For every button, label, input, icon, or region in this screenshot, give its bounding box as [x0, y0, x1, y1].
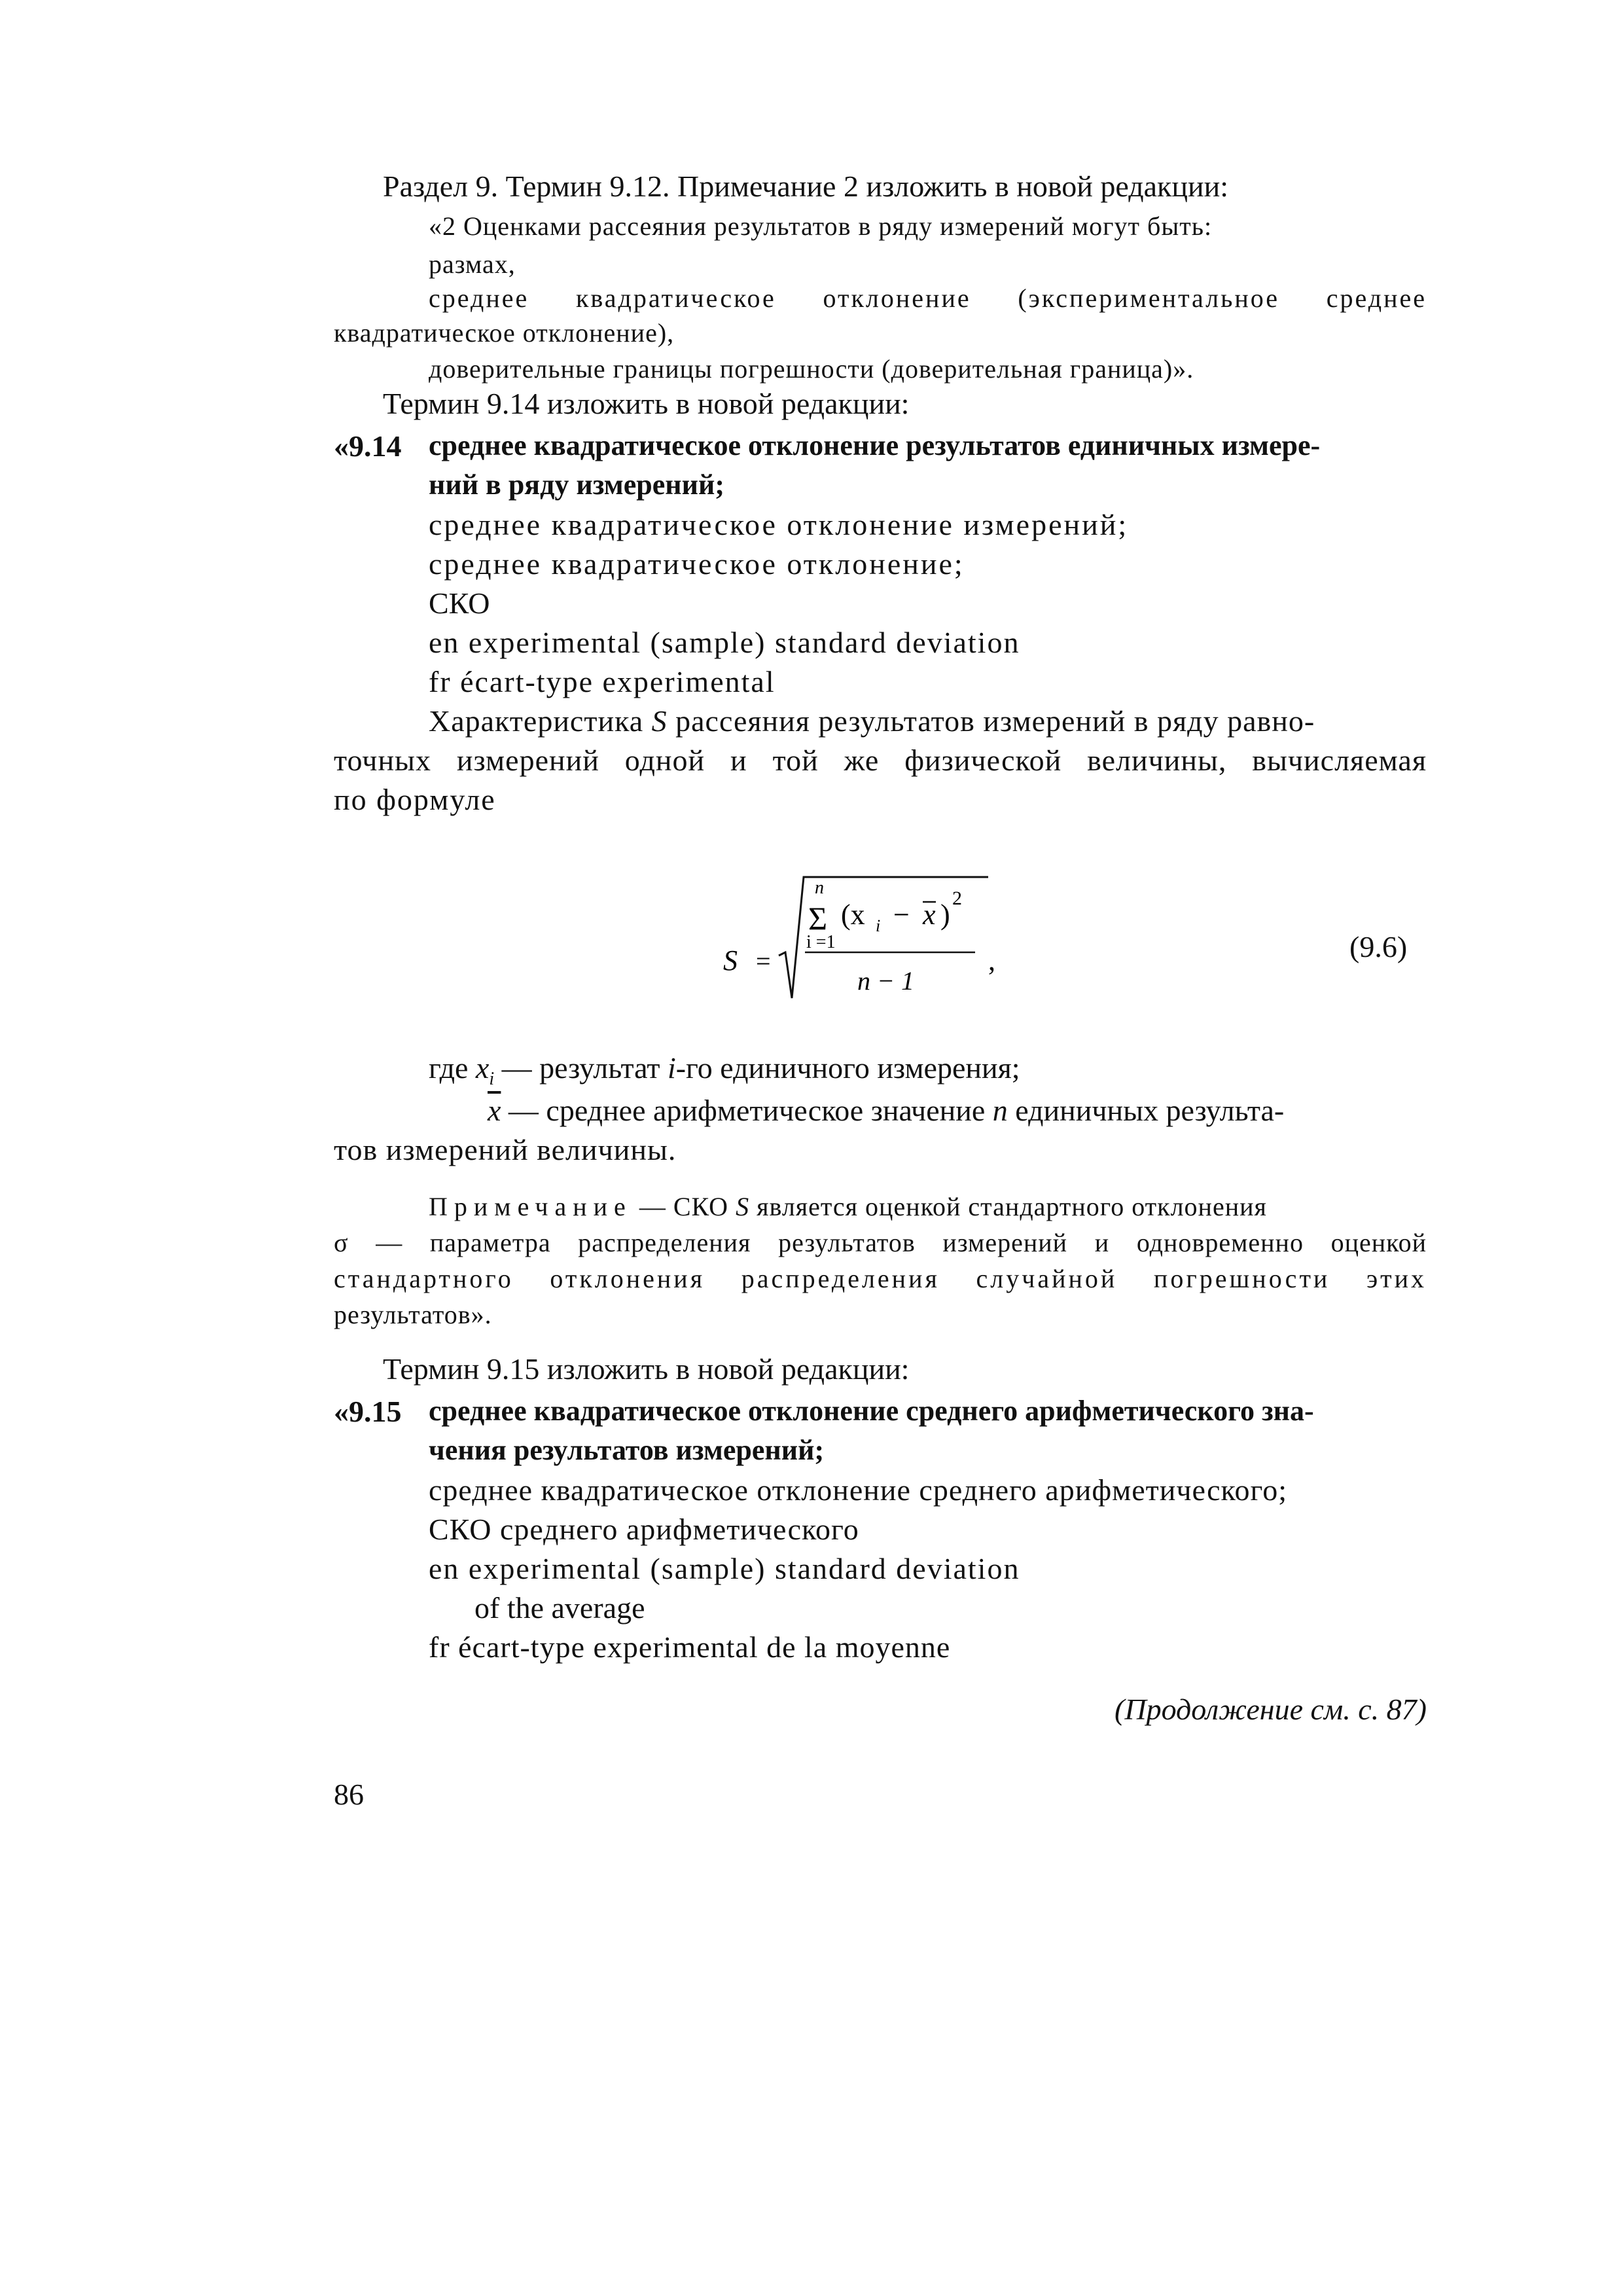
note2-line2: размах,	[429, 249, 516, 279]
denominator: n − 1	[857, 966, 914, 996]
where-xi-line: где $x_i$ — результат i-го единичного измерения;	[429, 1051, 1020, 1090]
formula-equals: =	[756, 946, 771, 976]
formula-9-6	[707, 864, 1099, 1034]
sum-upper-limit: n	[815, 878, 824, 898]
term914-definition-line2: точных измерений одной и той же физической величины, вычисляемая	[334, 744, 1427, 777]
page-number: 86	[334, 1778, 364, 1811]
numerator-open: (x	[841, 899, 865, 931]
note-line4: результатов».	[334, 1300, 492, 1329]
formula-lhs: S	[723, 944, 738, 977]
numerator-power: 2	[952, 888, 962, 909]
section-amendment-line: Раздел 9. Термин 9.12. Примечание 2 изложить в новой редакции:	[383, 170, 1228, 203]
where-xbar-line2: тов измерений величины.	[334, 1133, 677, 1166]
term914-synonym1: среднее квадратическое отклонение измерений;	[429, 508, 1129, 541]
term915-english-line1: en experimental (sample) standard deviation	[429, 1552, 1020, 1585]
term914-french: fr écart-type experimental	[429, 665, 776, 698]
term915-title-line1: среднее квадратическое отклонение среднего арифметического зна-	[429, 1395, 1314, 1427]
sum-symbol: Σ	[808, 900, 828, 937]
term914-number: «9.14	[334, 429, 402, 463]
continuation-note: (Продолжение см. с. 87)	[1115, 1693, 1427, 1726]
note2-line3b: квадратическое отклонение),	[334, 318, 675, 348]
note2-line4: доверительные границы погрешности (доверительная граница)».	[429, 354, 1194, 384]
term914-english: en experimental (sample) standard deviation	[429, 626, 1020, 659]
numerator-xbar: x	[923, 899, 936, 931]
term914-synonym3: СКО	[429, 586, 490, 620]
note2-line1: «2 Оценками рассеяния результатов в ряду измерений могут быть:	[429, 211, 1213, 241]
term915-number: «9.15	[334, 1395, 402, 1428]
numerator-sub-i: i	[876, 916, 881, 935]
equation-number: (9.6)	[1349, 930, 1408, 963]
numerator-close: )	[940, 899, 950, 931]
formula-comma: ,	[988, 944, 995, 977]
note2-line3a: среднее квадратическое отклонение (экспериментальное среднее	[429, 283, 1427, 313]
term915-intro: Термин 9.15 изложить в новой редакции:	[383, 1352, 910, 1386]
term915-synonym2: СКО среднего арифметического	[429, 1513, 859, 1546]
numerator-minus: −	[893, 899, 910, 931]
where-xbar-line: $\overline{x}$ — среднее арифметическое значение n единичных результа-	[488, 1094, 1285, 1127]
note-line1: Примечание — СКО S является оценкой стандартного отклонения	[429, 1192, 1267, 1221]
sum-lower-limit: i =1	[806, 932, 836, 952]
term914-intro: Термин 9.14 изложить в новой редакции:	[383, 387, 910, 420]
term914-definition-line1: Характеристика S рассеяния результатов измерений в ряду равно-	[429, 704, 1315, 738]
term914-title-line1: среднее квадратическое отклонение результатов единичных измере-	[429, 429, 1321, 461]
term915-title-line2: чения результатов измерений;	[429, 1434, 825, 1466]
term914-title-line2: ний в ряду измерений;	[429, 469, 724, 501]
term915-english-line2: of the average	[474, 1591, 645, 1624]
note-line2: σ — параметра распределения результатов измерений и одновременно оценкой	[334, 1228, 1427, 1257]
note-line3: стандартного отклонения распределения случайной погрешности этих	[334, 1264, 1427, 1293]
term915-french: fr écart-type experimental de la moyenne	[429, 1630, 951, 1664]
term914-definition-line3: по формуле	[334, 783, 496, 816]
term915-synonym1: среднее квадратическое отклонение среднего арифметического;	[429, 1473, 1288, 1507]
term914-synonym2: среднее квадратическое отклонение;	[429, 547, 965, 581]
